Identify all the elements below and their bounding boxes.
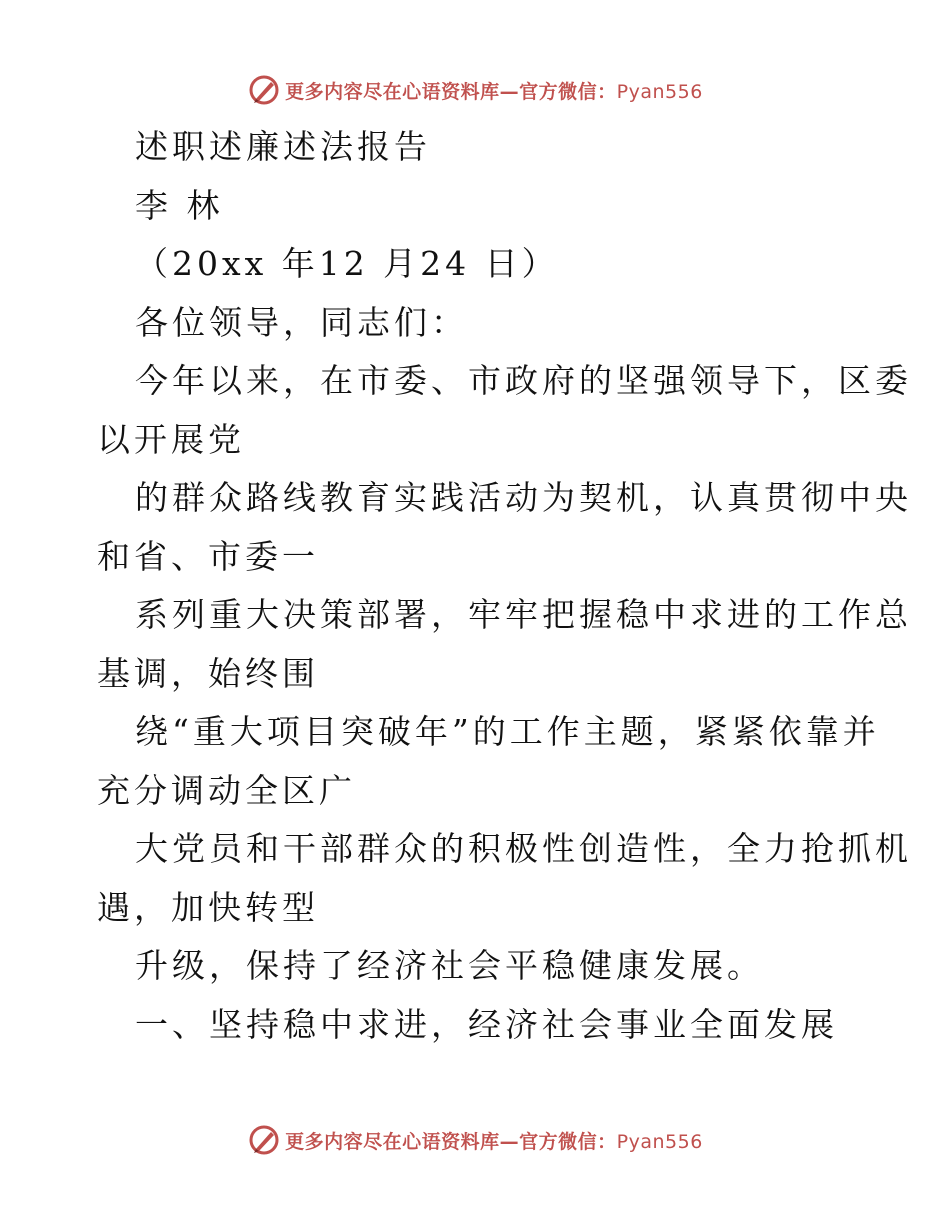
- header-watermark: [0, 70, 950, 110]
- paragraph-line: 以开展党: [97, 419, 245, 459]
- paragraph-line: 和省、市委一: [97, 536, 319, 576]
- pen-logo-icon: [247, 1123, 281, 1157]
- paragraph-line: 绕“重大项目突破年”的工作主题，紧紧依靠并: [135, 712, 880, 751]
- pen-logo-icon: [247, 73, 281, 107]
- watermark-text: 更多内容尽在心语资料库—官方微信：Pyan556: [285, 1130, 703, 1153]
- paragraph-line: 系列重大决策部署，牢牢把握稳中求进的工作总: [135, 595, 912, 634]
- doc-title: 述职述廉述法报告: [135, 127, 431, 166]
- doc-author: 李 林: [135, 185, 224, 225]
- document-body: [97, 118, 912, 1054]
- paragraph-line: 充分调动全区广: [97, 770, 356, 810]
- paragraph-line: 遇，加快转型: [97, 887, 319, 927]
- section-heading: 一、坚持稳中求进，经济社会事业全面发展: [135, 1004, 838, 1044]
- paragraph-line: 基调，始终围: [97, 653, 319, 693]
- paragraph-line: 今年以来，在市委、市政府的坚强领导下，区委: [135, 361, 912, 400]
- doc-date: （20xx 年12 月24 日）: [135, 244, 559, 283]
- doc-greeting: 各位领导，同志们：: [135, 302, 468, 342]
- paragraph-line: 的群众路线教育实践活动为契机，认真贯彻中央: [135, 478, 912, 517]
- footer-watermark: [0, 1120, 950, 1160]
- watermark-text: 更多内容尽在心语资料库—官方微信：Pyan556: [285, 80, 703, 103]
- paragraph-line: 升级，保持了经济社会平稳健康发展。: [135, 946, 764, 985]
- paragraph-line: 大党员和干部群众的积极性创造性，全力抢抓机: [135, 829, 912, 868]
